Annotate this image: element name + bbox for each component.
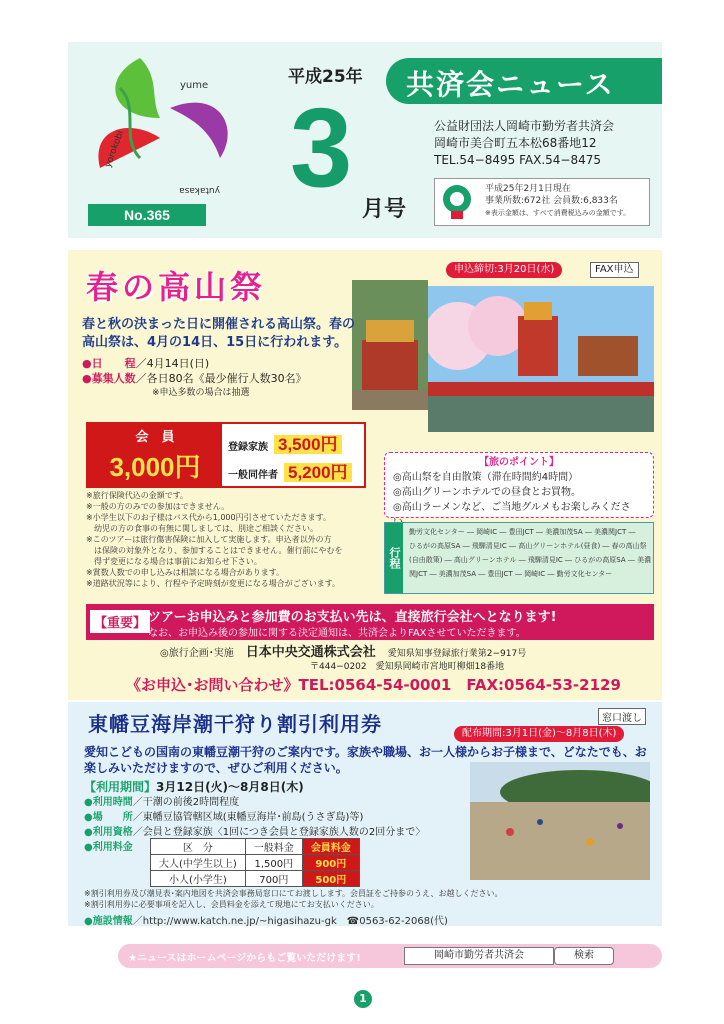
distribution-badge: 配布期間:3月1日(金)〜8月8日(木) — [454, 726, 624, 742]
important-notice — [86, 604, 654, 640]
table-header-row — [151, 839, 360, 855]
trip-points-box — [384, 452, 654, 518]
logo-word-yume: yume — [180, 80, 209, 91]
fax-tag: FAX申込 — [590, 262, 639, 278]
org-name: 公益財団法人岡崎市勤労者共済会 — [434, 119, 615, 133]
itinerary-row: 勤労文化センター ― 岡崎IC ― 豊田JCT ― 美濃加茂SA ― 美濃関JCT ― — [409, 528, 636, 536]
contact-line: 《お申込･お問い合わせ》TEL:0564-54-0001 FAX:0564-53-2129 — [126, 676, 621, 694]
festival-float-photo — [352, 280, 428, 410]
capacity-note: ※申込多数の場合は抽選 — [152, 388, 250, 398]
note-line: ※割引利用券に必要事項を記入し、会員料金を添えて現地にてお支払いください。 — [84, 900, 379, 909]
web-label: 施設情報 — [92, 916, 133, 927]
table-row — [151, 871, 360, 887]
org-address: 岡崎市美合町五本松68番地12 — [434, 136, 597, 150]
agency-address: 〒444−0202 愛知県岡崎市宮地町柳畑18番地 — [310, 662, 505, 672]
schedule-date: ●日 程／4月14日(日) — [82, 357, 210, 370]
usage-period — [84, 778, 304, 795]
membership-infobox — [434, 178, 650, 226]
point-item: ◎高山祭を自由散策（滞在時間約4時間） — [393, 472, 579, 483]
note-line: ※一般の方のみでの参加はできません。 — [86, 502, 230, 511]
logo-word-yutakasa: yutakasa — [179, 185, 220, 195]
newsletter-title: 共済会ニュース — [406, 68, 615, 101]
era-year: 平成25年 — [288, 67, 363, 87]
agency-name: 日本中央交通株式会社 — [245, 645, 376, 660]
family-label: 登録家族 — [228, 442, 268, 453]
member-price-block — [88, 424, 222, 486]
general-price-row — [228, 458, 352, 483]
shiohigari-intro: 愛知こどもの国南の東幡豆潮干狩のご案内です。家族や職場、お一人様からお子様まで、どなたでも、お楽しみいただけますので、ぜひご利用ください。 — [84, 745, 647, 775]
qual-label: 利用資格 — [92, 827, 133, 838]
date-label: 日 程 — [91, 357, 136, 370]
table-header: 会員料金 — [302, 839, 359, 855]
important-line-2: なお、お申込み後の参加に関する決定通知は、共済会よりFAXさせていただきます。 — [148, 628, 526, 639]
note-line: ※賞数人数での申し込みは相談になる場合があります。 — [86, 568, 285, 577]
info-members: 事業所数:672社 会員数:6,833名 — [485, 196, 618, 206]
newsletter-titlebar — [386, 58, 662, 104]
table-cell: 大人(中学生以上) — [151, 855, 246, 871]
note-line: 幼児の方の食事の有無に関しましては、別途ご相談ください。 — [86, 524, 318, 533]
fee-label: 利用料金 — [92, 842, 133, 853]
important-tag: 【重要】 — [90, 610, 150, 633]
deadline-badge: 申込締切:3月20日(水) — [446, 262, 562, 278]
logo-mark — [80, 48, 256, 198]
org-tel: TEL.54−8495 FAX.54−8475 — [434, 153, 601, 167]
takayama-bridge-photo — [428, 286, 654, 432]
itinerary-row: ひるがの高原SA ― 飛騨清見IC ― 高山グリーンホテル(昼食) ― 春の高山祭 — [409, 542, 647, 550]
agency-reg: 愛知県知事登録旅行業第2−917号 — [387, 649, 527, 659]
intro-text: 春と秋の決まった日に開催される高山祭。春の高山祭は、4月の14日、15日に行われます。 — [82, 317, 356, 350]
fee-table — [150, 838, 360, 887]
note-line: ※小学生以下のお子様はバス代から1,000円引させていただきます。 — [86, 513, 331, 522]
table-header: 区 分 — [151, 839, 246, 855]
member-price-label: 会 員 — [135, 430, 175, 445]
table-cell: 700円 — [245, 871, 302, 887]
info-note: ※表示金額は、すべて消費税込みの金額です。 — [485, 209, 631, 217]
time-value: ／干潮の前後2時間程度 — [132, 797, 240, 808]
note-line: ※割引利用券及び潮見表･案内地図を共済会事務局窓口にてお渡しします。会員証をご持参のうえ、お越しください。 — [84, 889, 503, 898]
beach-photo — [470, 762, 650, 880]
footer-banner-text: ★ニュースはホームページからもご覧いただけます! — [128, 953, 361, 964]
itinerary-row: (自由散策) ― 高山グリーンホテル ― 飛騨清見IC ― ひるがの高原SA ― 美濃 — [409, 556, 652, 564]
period-value: 3月12日(火)〜8月8日(木) — [156, 780, 304, 794]
note-line: 得ず変更になる場合は事前にお知らせ下さい。 — [86, 557, 262, 566]
web-value[interactable]: ／http://www.katch.ne.jp/~higasihazu-gk ☎0563-62-2068(代) — [132, 916, 448, 927]
capacity: ●募集人数／各日80名《最少催行人数30名》 — [82, 372, 307, 385]
points-title: 【旅のポイント】 — [479, 457, 559, 468]
table-cell: 小人(小学生) — [151, 871, 246, 887]
table-cell: 500円 — [302, 871, 359, 887]
qual-value: ／会員と登録家族〈1回につき会員と登録家族人数の2回分まで〉 — [132, 827, 426, 838]
time-label: 利用時間 — [92, 797, 133, 808]
takayama-intro — [82, 316, 358, 401]
important-line-1: ツアーお申込みと参加費のお支払い先は、直接旅行会社へとなります! — [148, 610, 557, 625]
point-item: ◎高山グリーンホテルでの昼食とお買物。 — [393, 487, 582, 498]
window-tag: 窓口渡し — [598, 708, 646, 725]
logo-word-yorokobi: yorokobi — [103, 129, 126, 170]
search-button[interactable]: 検索 — [554, 947, 614, 965]
fee-row: ●利用料金 — [84, 842, 133, 853]
member-price: 3,000円 — [109, 452, 201, 482]
itinerary-row: 関JCT ― 美濃加茂SA ― 豊田JCT ― 岡崎IC ― 勤労文化センター — [409, 570, 613, 578]
shiohigari-title: 東幡豆海岸潮干狩り割引利用券 — [88, 712, 382, 736]
table-row — [151, 855, 360, 871]
place-value: ／東幡豆協管轄区域(東幡豆海岸･前島(うさぎ島)等) — [132, 812, 364, 823]
date-value: ／4月14日(日) — [135, 357, 210, 370]
takayama-notes — [86, 490, 366, 589]
note-line: ※このツアーは旅行傷害保険に加入して実施します。申込者以外の方 — [86, 535, 332, 544]
issue-number: No.365 — [88, 204, 206, 226]
table-cell: 1,500円 — [245, 855, 302, 871]
capacity-label: 募集人数 — [91, 372, 136, 385]
month-number: 3 — [290, 85, 353, 210]
org-info — [434, 118, 614, 169]
time-row: ●利用時間／干潮の前後2時間程度 — [84, 797, 240, 808]
month-suffix: 月号 — [362, 197, 407, 222]
place-row: ●場 所／東幡豆協管轄区域(東幡豆海岸･前島(うさぎ島)等) — [84, 812, 364, 823]
facility-info: ●施設情報／http://www.katch.ne.jp/~higasihazu-gk ☎0563-62-2068(代) — [84, 916, 448, 927]
qualification-row: ●利用資格／会員と登録家族〈1回につき会員と登録家族人数の2回分まで〉 — [84, 827, 426, 838]
travel-agency — [160, 646, 526, 674]
note-line: ※道路状況等により、行程や予定時刻が変更になる場合がございます。 — [86, 579, 341, 588]
table-cell: 900円 — [302, 855, 359, 871]
itinerary-box — [384, 522, 654, 594]
note-line: ※旅行保険代込の金額です。 — [86, 491, 189, 500]
footer-banner — [118, 944, 662, 968]
general-label: 一般同伴者 — [228, 470, 278, 481]
info-date: 平成25年2月1日現在 — [485, 184, 571, 194]
family-price-row — [228, 430, 342, 455]
family-price: 3,500円 — [274, 435, 342, 454]
search-input[interactable]: 岡崎市勤労者共済会 — [404, 947, 554, 965]
shiohigari-notes — [84, 888, 503, 910]
capacity-value: ／各日80名《最少催行人数30名》 — [135, 372, 307, 385]
emblem-icon — [439, 183, 475, 221]
price-box — [86, 422, 366, 488]
page-number: 1 — [354, 990, 372, 1008]
takayama-title: 春の高山祭 — [86, 268, 267, 306]
note-line: は保険の対象外となり、参加することはできません。催行前にやむを — [86, 546, 343, 555]
itinerary-label: 行程 — [385, 523, 403, 593]
general-price: 5,200円 — [284, 463, 352, 482]
place-label: 場 所 — [92, 812, 133, 823]
agency-label: ◎旅行企画･実施 — [160, 648, 234, 659]
point-item: ◎高山ラーメンなど、ご当地グルメもお楽しみくださ — [393, 502, 631, 513]
period-label: 【利用期間】 — [84, 780, 157, 794]
table-header: 一般料金 — [245, 839, 302, 855]
